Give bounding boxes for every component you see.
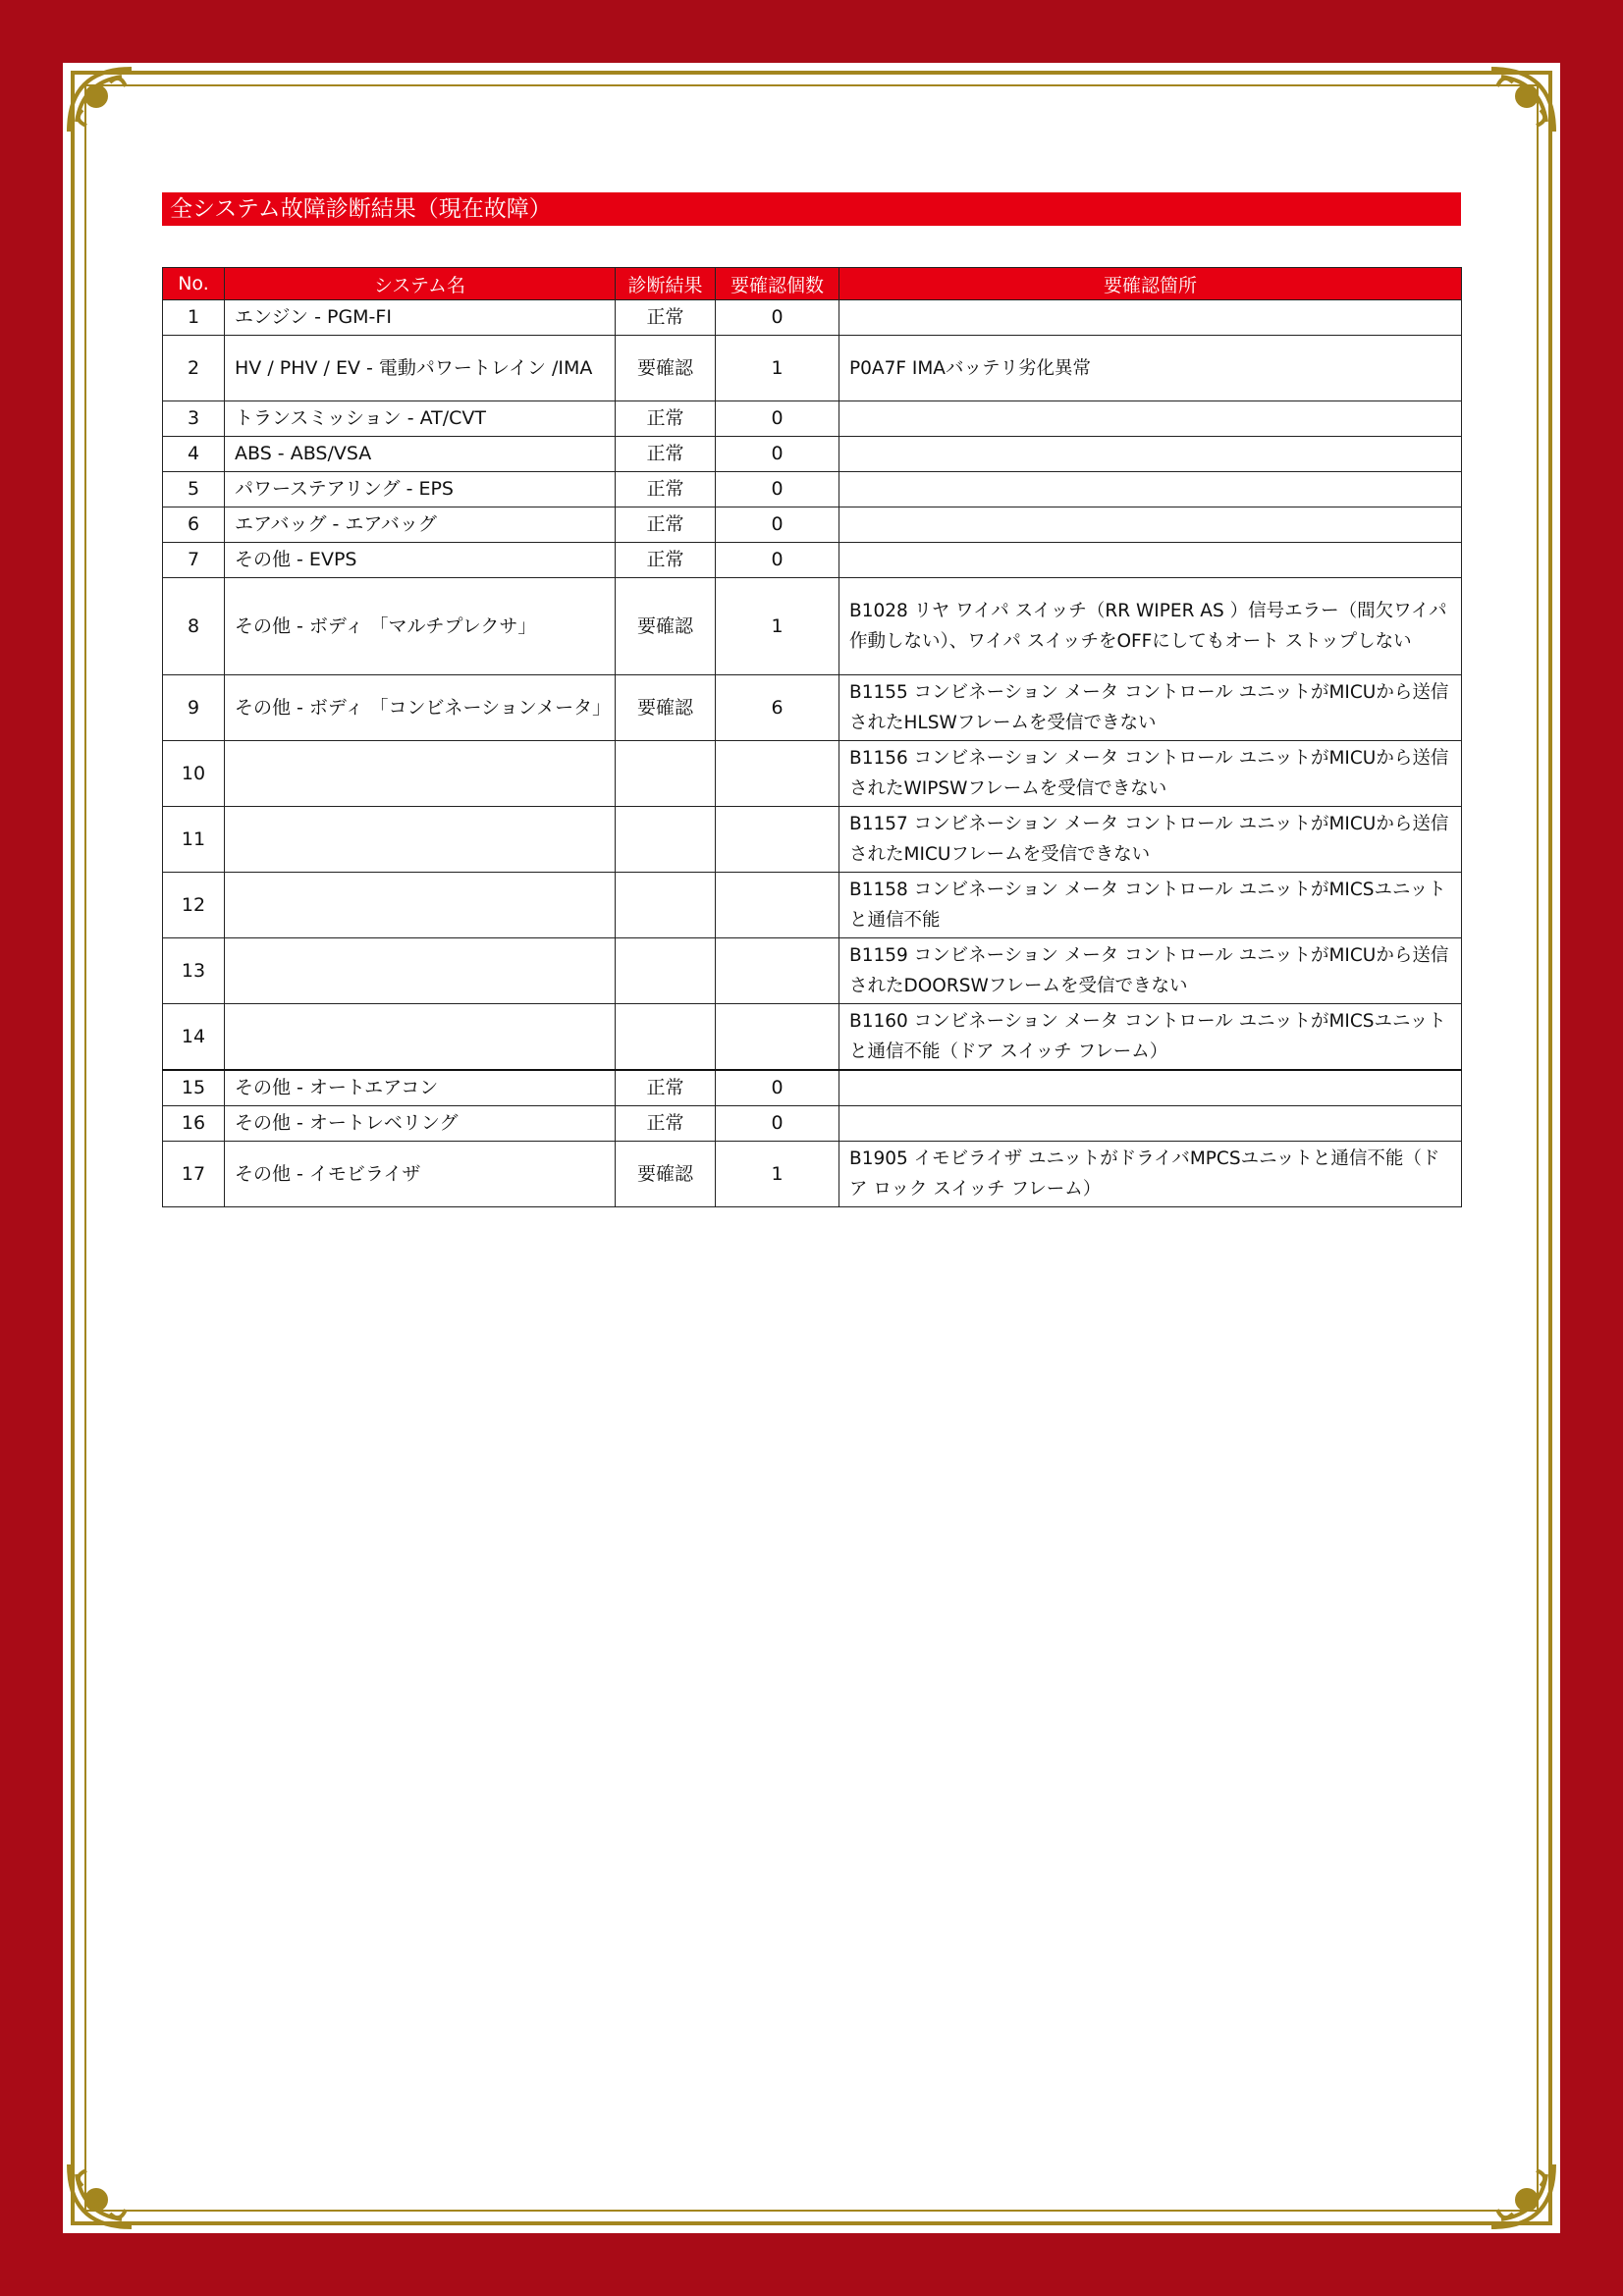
- cell-no: 2: [163, 336, 225, 401]
- cell-detail: [839, 1070, 1462, 1106]
- cell-no: 6: [163, 507, 225, 543]
- cell-detail: [839, 300, 1462, 336]
- cell-count: 0: [716, 1070, 839, 1106]
- diagnosis-table: [162, 267, 1462, 1207]
- cell-no: 14: [163, 1004, 225, 1071]
- table-row: [163, 873, 1462, 938]
- cell-count: 0: [716, 507, 839, 543]
- header-system: システム名: [225, 268, 616, 300]
- cell-result: [616, 1004, 716, 1071]
- cell-system: その他 - オートレベリング: [225, 1106, 616, 1142]
- cell-count: 0: [716, 300, 839, 336]
- cell-no: 3: [163, 401, 225, 437]
- cell-system: HV / PHV / EV - 電動パワートレイン /IMA: [225, 336, 616, 401]
- cell-count: 0: [716, 437, 839, 472]
- table-row: [163, 807, 1462, 873]
- cell-no: 10: [163, 741, 225, 807]
- cell-system: パワーステアリング - EPS: [225, 472, 616, 507]
- cell-result: 要確認: [616, 1142, 716, 1207]
- cell-result: 要確認: [616, 578, 716, 675]
- cell-system: [225, 938, 616, 1004]
- cell-result: [616, 938, 716, 1004]
- cell-no: 15: [163, 1070, 225, 1106]
- cell-result: 正常: [616, 543, 716, 578]
- cell-detail: B1905 イモビライザ ユニットがドライバMPCSユニットと通信不能（ドア ロック スイッチ フレーム）: [839, 1142, 1462, 1207]
- cell-detail: [839, 507, 1462, 543]
- cell-no: 4: [163, 437, 225, 472]
- table-row: [163, 741, 1462, 807]
- table-row: [163, 401, 1462, 437]
- table-row: [163, 1142, 1462, 1207]
- cell-system: エアバッグ - エアバッグ: [225, 507, 616, 543]
- cell-count: [716, 1004, 839, 1071]
- cell-result: 正常: [616, 437, 716, 472]
- report-sheet: [63, 63, 1560, 2233]
- cell-result: [616, 807, 716, 873]
- cell-system: [225, 1004, 616, 1071]
- cell-count: 0: [716, 472, 839, 507]
- cell-detail: B1157 コンビネーション メータ コントロール ユニットがMICUから送信されたMICUフレームを受信できない: [839, 807, 1462, 873]
- cell-detail: [839, 472, 1462, 507]
- cell-result: 要確認: [616, 336, 716, 401]
- cell-detail: B1158 コンビネーション メータ コントロール ユニットがMICSユニットと通信不能: [839, 873, 1462, 938]
- cell-count: [716, 938, 839, 1004]
- cell-system: [225, 807, 616, 873]
- cell-system: その他 - ボディ 「コンビネーションメータ」: [225, 675, 616, 741]
- cell-system: [225, 741, 616, 807]
- cell-system: ABS - ABS/VSA: [225, 437, 616, 472]
- cell-result: [616, 873, 716, 938]
- cell-count: [716, 741, 839, 807]
- cell-detail: B1159 コンビネーション メータ コントロール ユニットがMICUから送信されたDOORSWフレームを受信できない: [839, 938, 1462, 1004]
- cell-result: 正常: [616, 300, 716, 336]
- cell-detail: [839, 1106, 1462, 1142]
- cell-count: [716, 873, 839, 938]
- cell-no: 1: [163, 300, 225, 336]
- corner-ornament-icon: [63, 2143, 153, 2233]
- cell-result: 正常: [616, 401, 716, 437]
- cell-system: その他 - イモビライザ: [225, 1142, 616, 1207]
- cell-no: 5: [163, 472, 225, 507]
- header-no: No.: [163, 268, 225, 300]
- cell-result: [616, 741, 716, 807]
- cell-count: [716, 807, 839, 873]
- cell-detail: [839, 543, 1462, 578]
- cell-count: 0: [716, 543, 839, 578]
- table-row: [163, 578, 1462, 675]
- cell-result: 正常: [616, 472, 716, 507]
- cell-no: 7: [163, 543, 225, 578]
- cell-detail: B1160 コンビネーション メータ コントロール ユニットがMICSユニットと通信不能（ドア スイッチ フレーム）: [839, 1004, 1462, 1071]
- cell-system: エンジン - PGM-FI: [225, 300, 616, 336]
- table-row: [163, 336, 1462, 401]
- cell-no: 13: [163, 938, 225, 1004]
- cell-count: 0: [716, 1106, 839, 1142]
- corner-ornament-icon: [1470, 2143, 1560, 2233]
- cell-system: その他 - ボディ 「マルチプレクサ」: [225, 578, 616, 675]
- cell-count: 1: [716, 1142, 839, 1207]
- cell-system: その他 - オートエアコン: [225, 1070, 616, 1106]
- cell-detail: B1155 コンビネーション メータ コントロール ユニットがMICUから送信されたHLSWフレームを受信できない: [839, 675, 1462, 741]
- corner-ornament-icon: [63, 63, 153, 153]
- table-row: [163, 543, 1462, 578]
- cell-result: 正常: [616, 1070, 716, 1106]
- table-row: [163, 1004, 1462, 1071]
- cell-result: 要確認: [616, 675, 716, 741]
- cell-detail: [839, 401, 1462, 437]
- cell-no: 11: [163, 807, 225, 873]
- table-row: [163, 437, 1462, 472]
- cell-system: トランスミッション - AT/CVT: [225, 401, 616, 437]
- cell-no: 8: [163, 578, 225, 675]
- corner-ornament-icon: [1470, 63, 1560, 153]
- cell-result: 正常: [616, 507, 716, 543]
- header-result: 診断結果: [616, 268, 716, 300]
- cell-detail: B1156 コンビネーション メータ コントロール ユニットがMICUから送信されたWIPSWフレームを受信できない: [839, 741, 1462, 807]
- cell-result: 正常: [616, 1106, 716, 1142]
- cell-no: 17: [163, 1142, 225, 1207]
- table-row: [163, 675, 1462, 741]
- cell-no: 16: [163, 1106, 225, 1142]
- header-detail: 要確認箇所: [839, 268, 1462, 300]
- cell-system: その他 - EVPS: [225, 543, 616, 578]
- table-header-row: [163, 268, 1462, 300]
- cell-detail: B1028 リヤ ワイパ スイッチ（RR WIPER AS ）信号エラー（間欠ワイパ作動しない）、ワイパ スイッチをOFFにしてもオート ストップしない: [839, 578, 1462, 675]
- table-row: [163, 1106, 1462, 1142]
- table-row: [163, 1070, 1462, 1106]
- header-count: 要確認個数: [716, 268, 839, 300]
- cell-count: 6: [716, 675, 839, 741]
- table-row: [163, 300, 1462, 336]
- cell-detail: P0A7F IMAバッテリ劣化異常: [839, 336, 1462, 401]
- cell-count: 0: [716, 401, 839, 437]
- cell-count: 1: [716, 578, 839, 675]
- cell-no: 9: [163, 675, 225, 741]
- table-row: [163, 938, 1462, 1004]
- table-row: [163, 472, 1462, 507]
- report-title: 全システム故障診断結果（現在故障）: [162, 192, 1461, 226]
- cell-no: 12: [163, 873, 225, 938]
- cell-system: [225, 873, 616, 938]
- table-row: [163, 507, 1462, 543]
- cell-count: 1: [716, 336, 839, 401]
- cell-detail: [839, 437, 1462, 472]
